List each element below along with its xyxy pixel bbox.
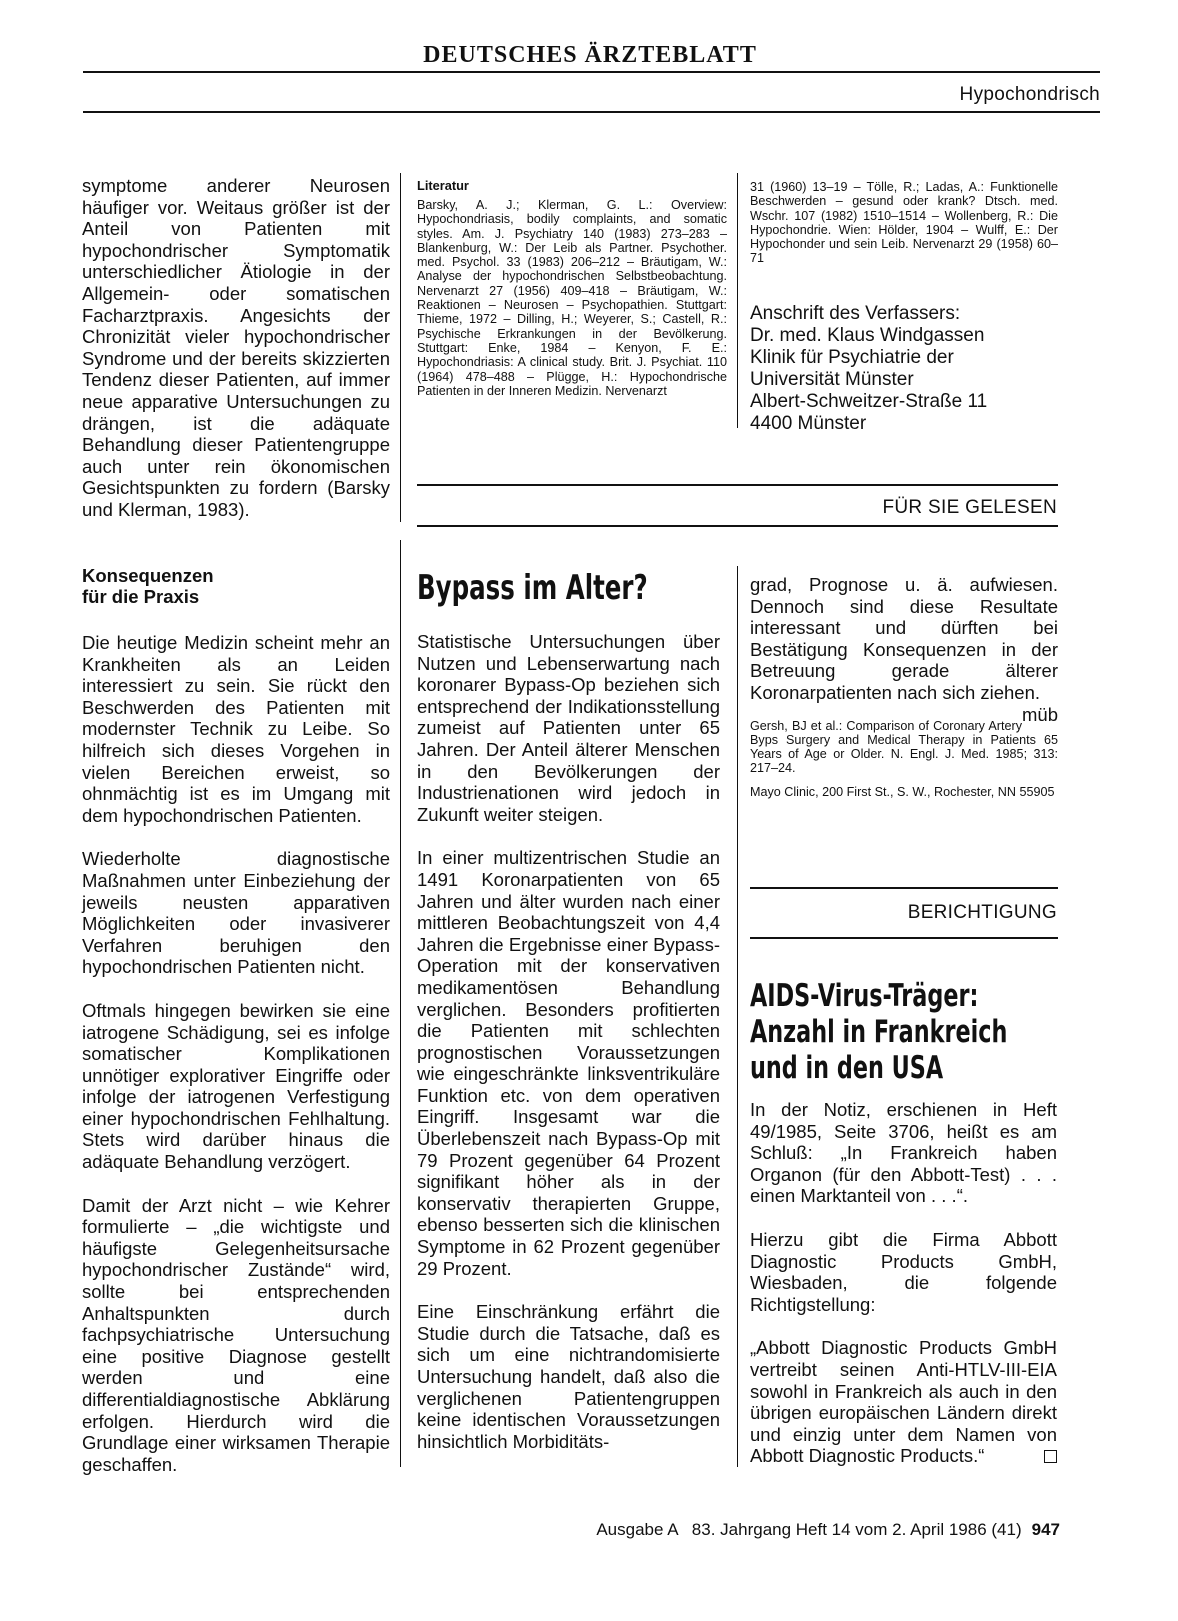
- paragraph: Hierzu gibt die Firma Abbott Diagnostic Products GmbH, Wiesbaden, die folgende Richtigstellung:: [750, 1228, 1057, 1315]
- section-rule: [417, 484, 1058, 486]
- paragraph: In einer multizentrischen Studie an 1491 Koronarpatienten von 65 Jahren und älter wurden nach einer mittleren Beobachtungszeit von 4,4 Jahren die Ergebnisse einer Bypass-Operation mit der konservativen medikamentösen Behandlung verglichen. Besonders profitierten die Patienten mit schlechten prognostischen Voraussetzungen wie eingeschränkte linksventrikuläre Funktion etc. von dem operativen Eingriff. Insgesamt war die Überlebenszeit nach Bypass-Op mit 79 Prozent gegenüber 64 Prozent signifikant höher als in der konservativ therapierten Gruppe, ebenso besserten sich die klinischen Symptome in 62 Prozent gegenüber 29 Prozent.: [417, 847, 720, 1279]
- issue-info: Ausgabe A 83. Jahrgang Heft 14 vom 2. April 1986 (41): [596, 1520, 1022, 1539]
- bypass-continued: [750, 574, 1058, 799]
- literature-block: [417, 178, 727, 398]
- section-rule: [417, 525, 1058, 527]
- column-divider: [737, 173, 738, 428]
- headline-aids: [750, 978, 1107, 1086]
- literature-text-continued: 31 (1960) 13–19 – Tölle, R.; Ladas, A.: Funktionelle Beschwerden – gesund oder krank? Dtsch. med. Wschr. 107 (1982) 1510–1514 – Wollenberg, R.: Die Hypochondrie. Wien: Hölder, 1904 – Wulff, E.: Der Hypochonder und sein Leib. Nervenarzt 29 (1958) 60–71: [750, 180, 1058, 266]
- paragraph: Wiederholte diagnostische Maßnahmen unter Einbeziehung der jeweils neusten apparativen Möglichkeiten oder invasiverer Verfahren beruhigen den hypochondrischen Patienten nicht.: [82, 848, 390, 978]
- paragraph: In der Notiz, erschienen in Heft 49/1985, Seite 3706, heißt es am Schluß: „In Frankreich haben Organon (für den Abbott-Test) . . . einen Marktanteil von . . .“.: [750, 1099, 1057, 1207]
- continuation-paragraph: symptome anderer Neurosen häufiger vor. Weitaus größer ist der Anteil von Patienten mit hypochondrischer Symptomatik unterschiedlicher Ätiologie in der Allgemein- oder somatischen Facharztpraxis. Angesichts der Chronizität vieler hypochondrischer Syndrome und der bereits skizzierten Tendenz dieser Patienten, auf immer neue apparative Untersuchungen zu drängen, ist die adäquate Behandlung dieser Patientengruppe auch unter rein ökonomischen Gesichtspunkten zu fordern (Barsky und Klerman, 1983).: [82, 175, 390, 520]
- paragraph-text: grad, Prognose u. ä. aufwiesen. Dennoch sind diese Resultate interessant und dürften bei Bestätigung Konsequenzen in der Betreuung gerade älterer Koronarpatienten nach sich ziehen.: [750, 574, 1058, 703]
- headline-line: und in den USA: [750, 1050, 944, 1086]
- author-address: [750, 303, 1080, 435]
- bypass-body: [417, 631, 720, 1474]
- address-line: Dr. med. Klaus Windgassen: [750, 325, 985, 346]
- address-label: Anschrift des Verfassers:: [750, 303, 961, 324]
- section-rule: [750, 887, 1058, 889]
- literature-heading: Literatur: [417, 178, 469, 193]
- headline-line: Anzahl in Frankreich: [750, 1014, 1008, 1050]
- article-continuation: [82, 175, 390, 543]
- section-label-fuer-sie-gelesen: FÜR SIE GELESEN: [882, 497, 1057, 518]
- paragraph: Statistische Untersuchungen über Nutzen und Lebenserwartung nach koronarer Bypass-Op beziehen sich entsprechend der Indikationsstellung zumeist auf Patienten unter 65 Jahren. Der Anteil älterer Menschen in den Bevölkerungen der Industrienationen wird jedoch in Zukunft weiter steigen.: [417, 631, 720, 825]
- section-label-berichtigung: BERICHTIGUNG: [907, 902, 1057, 923]
- konsequenzen-section: [82, 565, 390, 1497]
- address-line: Albert-Schweitzer-Straße 11: [750, 391, 988, 412]
- column-divider: [400, 540, 401, 1467]
- headline-line: AIDS-Virus-Träger:: [750, 978, 979, 1014]
- address-line: Universität Münster: [750, 369, 914, 390]
- page-footer: [560, 1520, 1060, 1540]
- reference: Gersh, BJ et al.: Comparison of Coronary Artery Byps Surgery and Medical Therapy in Patients 65 Years of Age or Older. N. Engl. J. Med. 1985; 313: 217–24.: [750, 718, 1058, 776]
- literature-text: Barsky, A. J.; Klerman, G. L.: Overview: Hypochondriasis, bodily complaints, and somatic styles. Am. J. Psychiatry 140 (1983) 273–283 – Blankenburg, W.: Der Leib als Partner. Psychother. med. Psychol. 33 (1983) 206–212 – Bräutigam, W.: Analyse der hypochondrischen Selbstbeobachtung. Nervenarzt 27 (1956) 409–418 – Bräutigam, W.: Reaktionen – Neurosen – Psychopathien. Stuttgart: Thieme, 1972 – Dilling, H.; Weyerer, S.; Castell, R.: Psychische Erkrankungen in der Bevölkerung. Stuttgart: Enke, 1984 – Kenyon, F. E.: Hypochondriasis: A clinical study. Brit. J. Psychiat. 110 (1964) 478–488 – Plügge, H.: Hypochondrische Patienten in der Inneren Medizin. Nervenarzt: [417, 198, 727, 398]
- author-signature: müb: [1022, 703, 1058, 725]
- end-of-article-box-icon: [1044, 1450, 1057, 1463]
- masthead-rule: [83, 71, 1100, 73]
- column-divider: [737, 566, 738, 1467]
- section-rule: [750, 937, 1058, 939]
- masthead: DEUTSCHES ÄRZTEBLATT: [423, 42, 757, 68]
- section-label: Hypochondrisch: [959, 84, 1100, 105]
- reference: Mayo Clinic, 200 First St., S. W., Rochester, NN 55905: [750, 784, 1055, 799]
- paragraph: Oftmals hingegen bewirken sie eine iatrogene Schädigung, sei es infolge somatischer Komplikationen unnötiger explorativer Eingriffe oder infolge der iatrogenen Verfestigung einer hypochondrischen Fehlhaltung. Stets wird darüber hinaus die adäquate Behandlung verzögert.: [82, 999, 390, 1173]
- paragraph: Eine Einschränkung erfährt die Studie durch die Tatsache, daß es sich um eine nichtrandomisierte Untersuchung handelt, daß also die verglichenen Patientengruppen keine identischen Voraussetzungen hinsichtlich Morbiditäts-: [417, 1301, 720, 1452]
- page-number: 947: [1031, 1520, 1060, 1539]
- aids-body: [750, 1099, 1057, 1489]
- subheading: Konsequenzen: [82, 565, 214, 586]
- paragraph: Damit der Arzt nicht – wie Kehrer formulierte – „die wichtigste und häufigste Gelegenheitsursache hypochondrischer Zustände“ wird, sollte bei entsprechenden Anhaltspunkten durch fachpsychiatrische Untersuchung eine positive Diagnose gestellt werden und eine differentialdiagnostische Abklärung erfolgen. Hierdurch wird die Grundlage einer wirksamen Therapie geschaffen.: [82, 1194, 390, 1475]
- headline-bypass: Bypass im Alter?: [417, 568, 648, 608]
- paragraph-text: „Abbott Diagnostic Products GmbH vertreibt seinen Anti-HTLV-III-EIA sowohl in Frankreich als auch in den übrigen europäischen Ländern direkt und einzig unter dem Namen von Abbott Diagnostic Products.“: [750, 1337, 1057, 1467]
- paragraph: [750, 574, 1058, 725]
- address-line: 4400 Münster: [750, 413, 867, 434]
- header-bottom-rule: [83, 111, 1100, 113]
- column-divider: [400, 173, 401, 522]
- paragraph: Die heutige Medizin scheint mehr an Krankheiten als an Leiden interessiert zu sein. Sie rückt den Beschwerden des Patienten mit modernster Technik zu Leibe. So hilfreich sich dieses Vorgehen in vielen Bereichen erweist, so ohnmächtig ist es im Umgang mit dem hypochondrischen Patienten.: [82, 632, 390, 826]
- konsequenzen-body: [82, 632, 390, 1475]
- paragraph: [750, 1337, 1057, 1467]
- address-line: Klinik für Psychiatrie der: [750, 347, 954, 368]
- subheading: für die Praxis: [82, 586, 200, 607]
